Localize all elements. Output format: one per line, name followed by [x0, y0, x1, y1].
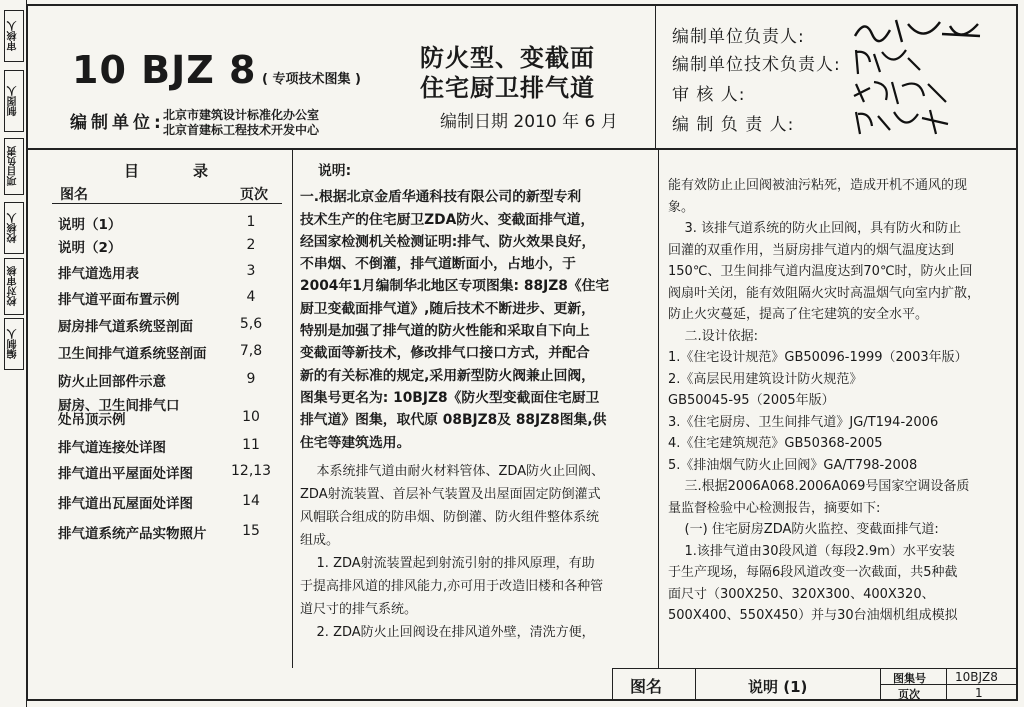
text-line: 组成。 — [300, 532, 340, 548]
sidebar-cell-3: 项目负责 — [4, 138, 24, 195]
signature-1 — [850, 14, 990, 48]
toc-item-name: 处吊顶示例 — [58, 412, 126, 428]
toc-item-page: 3 — [246, 263, 256, 279]
notes-para-1 — [300, 186, 655, 454]
text-line: 经国家检测机关检测证明:排气、防火效果良好， — [300, 233, 596, 250]
toc-title: 目录 — [124, 162, 263, 180]
toc-header-rule — [52, 203, 282, 204]
toc-item-page: 2 — [246, 237, 256, 253]
footer-page: 1 — [975, 686, 983, 700]
header-separator — [26, 148, 1018, 150]
text-line: 于提高排风道的排风能力,亦可用于改造旧楼和各种管 — [300, 578, 604, 594]
footer-div-2 — [695, 668, 696, 701]
notes-para-2 — [300, 460, 655, 644]
resp-tech-head: 编制单位技术负责人: — [672, 55, 841, 75]
footer-div-1 — [612, 668, 613, 701]
text-line: 风帽联合组成的防串烟、防倒灌、防火组件整体系统 — [300, 509, 600, 525]
signature-2 — [850, 44, 940, 78]
notes-heading: 说明: — [318, 163, 352, 179]
footer-atlas-label: 图集号 — [893, 672, 926, 685]
doc-title-line-1: 防火型、变截面 — [420, 44, 595, 72]
resp-unit-head: 编制单位负责人: — [672, 27, 805, 47]
sidebar-cell-2: 制图人 — [4, 70, 24, 132]
text-line: 象。 — [668, 199, 695, 215]
compile-unit-label: 编制单位: — [70, 113, 165, 133]
atlas-code-note: ( 专项技术图集 ) — [262, 72, 361, 87]
text-line: 技术生产的住宅厨卫ZDA防火、变截面排气道， — [300, 211, 595, 228]
col-divider-1 — [292, 148, 293, 668]
text-line: 面尺寸（300X250、320X300、400X320、 — [668, 586, 935, 602]
text-line: 能有效防止止回阀被油污粘死，造成开机不通风的现 — [668, 178, 968, 193]
text-line: 排气道》图集，取代原 08BJZ8及 88JZ8图集,供 — [300, 412, 607, 429]
toc-col-name: 图名 — [60, 187, 88, 203]
compile-unit-2: 北京首建标工程技术开发中心 — [163, 123, 320, 137]
sidebar-cell-5: 校对审核 — [4, 258, 24, 315]
toc-item-page: 7,8 — [239, 343, 263, 359]
text-line: 量监督检验中心检测报告，摘要如下: — [668, 500, 881, 516]
text-line: 回灌的双重作用，当厨房排气道内的烟气温度达到 — [668, 242, 955, 258]
text-line: 2004年1月编制华北地区专项图集: 88JZ8《住宅 — [300, 278, 610, 295]
text-line: 2.《高层民用建筑设计防火规范》 — [668, 371, 863, 387]
text-line: 新的有关标准的规定,采用新型防火阀兼止回阀， — [300, 367, 595, 384]
toc-item-page: 1 — [246, 214, 256, 230]
text-line: 二.设计依据: — [668, 328, 759, 344]
sidebar-cell-1: 审核人 — [4, 10, 24, 62]
atlas-code: 10 BJZ 8 — [72, 48, 257, 92]
notes-column-2 — [668, 175, 1008, 627]
text-line: 一.根据北京金盾华通科技有限公司的新型专利 — [300, 189, 582, 206]
toc-item-page: 9 — [246, 371, 256, 387]
toc-item-name: 排气道平面布置示例 — [58, 292, 180, 308]
compile-date: 编制日期 2010 年 6 月 — [440, 112, 618, 132]
notes-column-1 — [300, 160, 655, 644]
text-line: 三.根据2006A068.2006A069号国家空调设备质 — [668, 479, 970, 494]
footer-name: 说明 (1) — [748, 678, 808, 696]
text-line: 阀扇叶关闭，能有效阻隔火灾时高温烟气向室内扩散， — [668, 285, 981, 301]
toc-item-name: 厨房、卫生间排气口 — [58, 398, 180, 414]
toc-item-page: 12,13 — [231, 463, 272, 479]
toc-item-name: 说明（2） — [58, 240, 122, 256]
text-line: 道尺寸的排气系统。 — [300, 601, 418, 617]
text-line: ZDA射流装置、首层补气装置及出屋面固定防倒灌式 — [300, 486, 601, 502]
text-line: 不串烟、不倒灌，排气道断面小，占地小，于 — [300, 256, 576, 273]
toc-item-name: 卫生间排气道系统竖剖面 — [58, 346, 207, 362]
toc-item-name: 厨房排气道系统竖剖面 — [58, 319, 193, 335]
footer-name-label: 图名 — [630, 677, 663, 696]
text-line: 150℃、卫生间排气道内温度达到70℃时，防火止回 — [668, 264, 973, 279]
text-line: 5.《排油烟气防火止回阀》GA/T798-2008 — [668, 457, 918, 473]
toc-item-page: 14 — [242, 493, 260, 509]
doc-title-line-2: 住宅厨卫排气道 — [420, 74, 595, 102]
text-line: 1. ZDA射流装置起到射流引射的排风原理，有助 — [300, 555, 595, 571]
text-line: (一) 住宅厨房ZDA防火监控、变截面排气道: — [668, 522, 939, 537]
signature-4 — [850, 104, 960, 138]
text-line: 防止火灾蔓延，提高了住宅建筑的安全水平。 — [668, 307, 929, 322]
header-divider — [655, 4, 656, 148]
text-line: 特别是加强了排气道的防火性能和采取自下向上 — [300, 323, 590, 340]
text-line: 于生产现场，每隔6段风道改变一次截面，共5种截 — [668, 565, 958, 580]
text-line: 500X400、550X450）并与30台油烟机组成模拟 — [668, 608, 958, 623]
toc-item-name: 说明（1） — [58, 217, 122, 233]
toc-item-name: 排气道系统产品实物照片 — [58, 526, 207, 542]
text-line: 本系统排气道由耐火材料管体、ZDA防火止回阀、 — [300, 463, 605, 479]
col-divider-2 — [658, 148, 659, 668]
footer-atlas: 10BJZ8 — [955, 670, 998, 684]
toc-item-page: 10 — [242, 409, 260, 425]
toc-col-page: 页次 — [240, 187, 268, 203]
text-line: 3.《住宅厨房、卫生间排气道》JG/T194-2006 — [668, 414, 939, 430]
sidebar-cell-4: 校核人 — [4, 202, 24, 254]
text-line: 厨卫变截面排气道》,随后技术不断进步、更新， — [300, 300, 595, 317]
footer-page-label: 页次 — [898, 688, 920, 701]
text-line: 2. ZDA防火止回阀设在排风道外壁，清洗方便， — [300, 624, 595, 640]
toc-item-page: 15 — [242, 523, 260, 539]
resp-reviewer: 审 核 人: — [672, 85, 746, 105]
text-line: 1.《住宅设计规范》GB50096-1999（2003年版） — [668, 350, 968, 365]
toc-item-name: 防火止回部件示意 — [58, 374, 166, 390]
footer-top-rule — [612, 668, 1018, 669]
text-line: 图集号更名为: 10BJZ8《防火型变截面住宅厨卫 — [300, 389, 600, 406]
text-line: 4.《住宅建筑规范》GB50368-2005 — [668, 436, 883, 451]
text-line: 3. 该排气道系统的防火止回阀，具有防火和防止 — [668, 221, 962, 236]
sidebar — [0, 0, 27, 707]
resp-chief: 编 制 负 责 人: — [672, 115, 795, 135]
text-line: 变截面等新技术，修改排气口接口方式，并配合 — [300, 345, 590, 362]
text-line: 1.该排气道由30段风道（每段2.9m）水平安装 — [668, 543, 955, 559]
toc-item-name: 排气道连接处详图 — [58, 440, 166, 456]
toc-item-name: 排气道选用表 — [58, 266, 139, 282]
toc-item-name: 排气道出瓦屋面处详图 — [58, 496, 193, 512]
sidebar-cell-6: 编制人 — [4, 318, 24, 370]
text-line: GB50045-95（2005年版） — [668, 393, 835, 408]
toc-item-page: 11 — [242, 437, 260, 453]
signature-3 — [850, 74, 960, 108]
toc-item-page: 4 — [246, 289, 256, 305]
text-line: 住宅等建筑选用。 — [300, 434, 411, 451]
compile-unit-1: 北京市建筑设计标准化办公室 — [163, 108, 320, 122]
toc-item-name: 排气道出平屋面处详图 — [58, 466, 193, 482]
toc-item-page: 5,6 — [239, 316, 263, 332]
